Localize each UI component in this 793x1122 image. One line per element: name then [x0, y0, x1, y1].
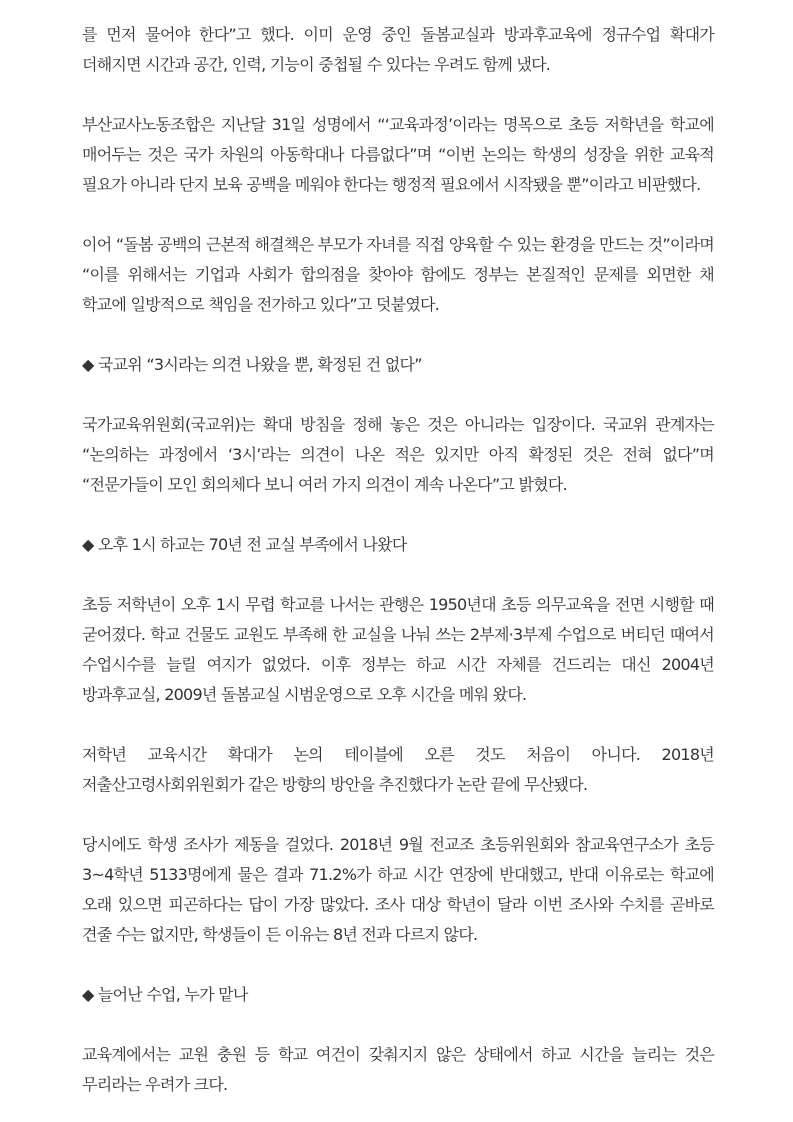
paragraph: 국가교육위원회(국교위)는 확대 방침을 정해 놓은 것은 아니라는 입장이다. 국교위 관계자는 “논의하는 과정에서 ‘3시’라는 의견이 나온 적은 있지만 아직 확정된 것은 전혀 없다”며 “전문가들이 모인 회의체다 보니 여러 가지 의견이 계속 나온다”고 밝혔다.	[82, 415, 714, 494]
paragraph: 교육계에서는 교원 충원 등 학교 여건이 갖춰지지 않은 상태에서 하교 시간을 늘리는 것은 무리라는 우려가 크다.	[82, 1045, 714, 1094]
paragraph: 이어 “돌봄 공백의 근본적 해결책은 부모가 자녀를 직접 양육할 수 있는 환경을 만드는 것”이라며 “이를 위해서는 기업과 사회가 합의점을 찾아야 함에도 정부는 본질적인 문제를 외면한 채 학교에 일방적으로 책임을 전가하고 있다”고 덧붙였다.	[82, 235, 714, 314]
paragraph: 초등 저학년이 오후 1시 무렵 학교를 나서는 관행은 1950년대 초등 의무교육을 전면 시행할 때 굳어졌다. 학교 건물도 교원도 부족해 한 교실을 나눠 쓰는 2부제·3부제 수업으로 버티던 때여서 수업시수를 늘릴 여지가 없었다. 이후 정부는 하교 시간 자체를 건드리는 대신 2004년 방과후교실, 2009년 돌봄교실 시범운영으로 오후 시간을 메워 왔다.	[82, 595, 714, 704]
section-heading: ◆ 국교위 “3시라는 의견 나왔을 뿐, 확정된 건 없다”	[82, 355, 422, 374]
paragraph: 당시에도 학생 조사가 제동을 걸었다. 2018년 9월 전교조 초등위원회와 참교육연구소가 초등 3~4학년 5133명에게 물은 결과 71.2%가 하교 시간 연장에 반대했고, 반대 이유로는 학교에 오래 있으면 피곤하다는 답이 가장 많았다. 조사 대상 학년이 달라 이번 조사와 수치를 곧바로 견줄 수는 없지만, 학생들이 든 이유는 8년 전과 다르지 않다.	[82, 835, 714, 944]
article-body	[82, 20, 714, 1100]
section-heading: ◆ 오후 1시 하교는 70년 전 교실 부족에서 나왔다	[82, 535, 407, 554]
section-heading: ◆ 늘어난 수업, 누가 맡나	[82, 985, 248, 1004]
paragraph: 부산교사노동조합은 지난달 31일 성명에서 “‘교육과정’이라는 명목으로 초등 저학년을 학교에 매어두는 것은 국가 차원의 아동학대나 다름없다”며 “이번 논의는 학생의 성장을 위한 교육적 필요가 아니라 단지 보육 공백을 메워야 한다는 행정적 필요에서 시작됐을 뿐”이라고 비판했다.	[82, 115, 714, 194]
paragraph: 저학년 교육시간 확대가 논의 테이블에 오른 것도 처음이 아니다. 2018년 저출산고령사회위원회가 같은 방향의 방안을 추진했다가 논란 끝에 무산됐다.	[82, 745, 714, 794]
paragraph: 를 먼저 물어야 한다”고 했다. 이미 운영 중인 돌봄교실과 방과후교육에 정규수업 확대가 더해지면 시간과 공간, 인력, 기능이 중첩될 수 있다는 우려도 함께 냈다.	[82, 25, 714, 74]
